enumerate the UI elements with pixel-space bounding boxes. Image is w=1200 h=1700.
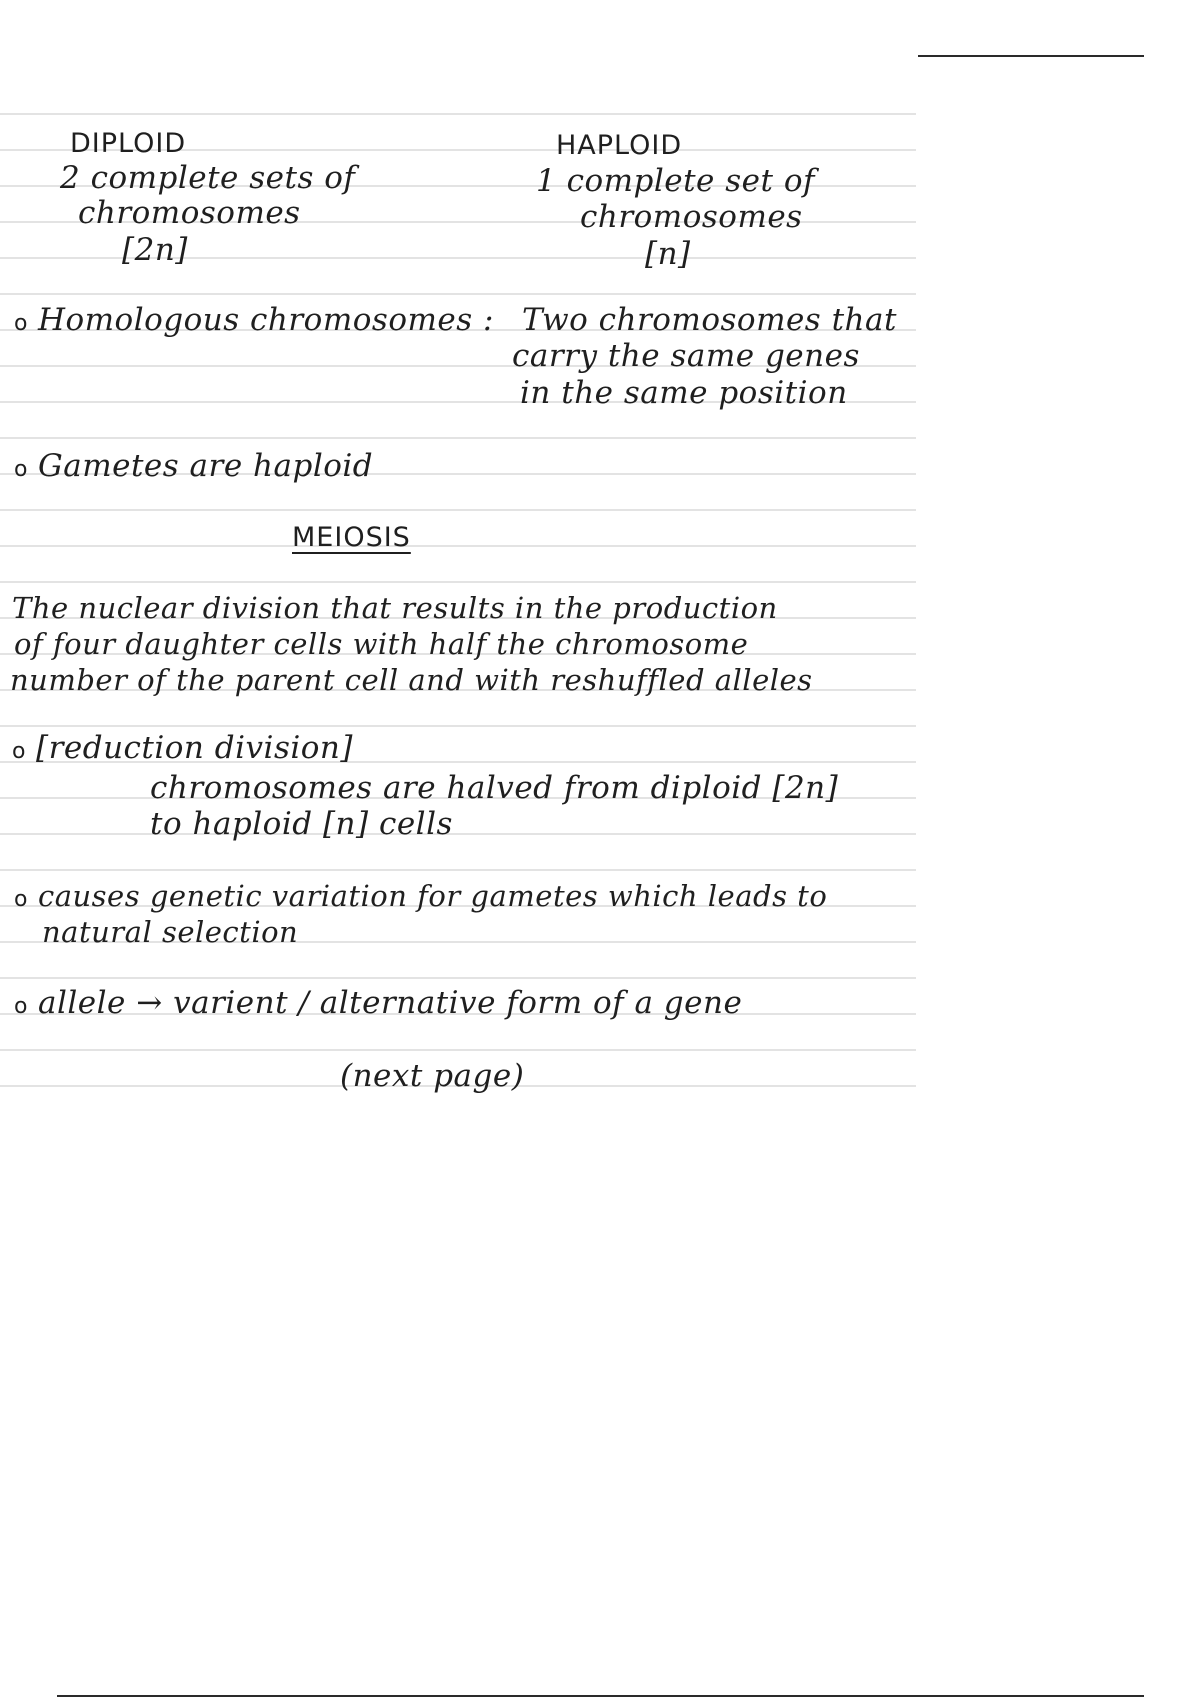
haploid-notation: [n] <box>645 236 691 272</box>
header-rule <box>918 55 1144 57</box>
variation-note-1 <box>14 878 827 918</box>
allele-note <box>14 985 742 1025</box>
bullet-icon: o <box>14 457 28 482</box>
homologous-term <box>14 302 494 342</box>
haploid-heading: HAPLOID <box>556 130 683 161</box>
meiosis-def-3: number of the parent cell and with reshuffled alleles <box>10 663 813 697</box>
homologous-term-text: Homologous chromosomes : <box>37 302 494 338</box>
haploid-line-1: 1 complete set of <box>536 163 815 199</box>
reduction-detail-2: to haploid [n] cells <box>150 806 453 842</box>
gametes-note <box>14 448 373 488</box>
reduction-label-text: [reduction division] <box>35 730 353 766</box>
bullet-icon: o <box>14 311 28 336</box>
haploid-line-2: chromosomes <box>580 199 803 235</box>
footer-rule <box>57 1695 1144 1697</box>
next-page-note: (next page) <box>340 1058 525 1094</box>
diploid-heading: DIPLOID <box>70 128 187 159</box>
homologous-def-1: Two chromosomes that <box>522 302 897 338</box>
bullet-icon: o <box>14 887 28 912</box>
gametes-text: Gametes are haploid <box>37 448 374 484</box>
diploid-line-1: 2 complete sets of <box>60 160 356 196</box>
variation-text-1: causes genetic variation for gametes which leads to <box>37 879 828 913</box>
meiosis-heading: MEIOSIS <box>292 522 411 553</box>
diploid-line-2: chromosomes <box>78 195 301 231</box>
homologous-def-2: carry the same genes <box>512 338 860 374</box>
allele-text: allele → varient / alternative form of a gene <box>37 985 743 1021</box>
bullet-icon: o <box>12 739 26 764</box>
meiosis-def-2: of four daughter cells with half the chromosome <box>14 627 749 661</box>
diploid-notation: [2n] <box>122 232 188 268</box>
reduction-label <box>12 730 353 770</box>
meiosis-def-1: The nuclear division that results in the production <box>12 591 778 625</box>
reduction-detail-1: chromosomes are halved from diploid [2n] <box>150 770 839 806</box>
homologous-def-3: in the same position <box>520 375 848 411</box>
bullet-icon: o <box>14 994 28 1019</box>
variation-note-2: natural selection <box>42 915 299 949</box>
